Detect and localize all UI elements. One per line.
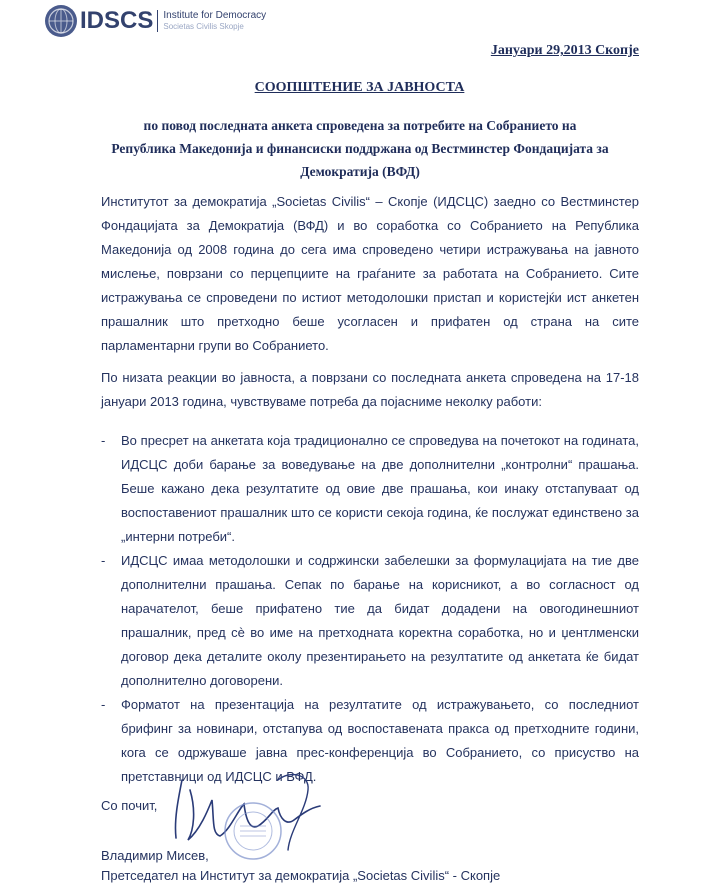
bullet-text: ИДСЦС имаа методолошки и содржински забелешки за формулацијата на тие две дополнителни прашања. Сепак по барање на корисникот, а во согласност од нарачателот, беше прифатено тие да бидат додадени на овогодинешниот прашалник, пред сè во име на претходната коректна соработка, но и џентлменски договор дека деталите околу презентирањето на резултатите од анкетата ќе бидат дополнително договорени. — [121, 553, 639, 688]
signatory-title: Претседател на Институт за демократија „Societas Civilis“ - Скопје — [101, 868, 501, 883]
logo-tagline-line-1: Institute for Democracy — [163, 10, 267, 21]
paragraph-reactions: По низата реакции во јавноста, а поврзани со последната анкета спроведена на 17-18 јануари 2013 година, чувствуваме потреба да појасниме неколку работи: — [101, 370, 639, 409]
bullet-text: Форматот на презентација на резултатите од истражувањето, со последниот брифинг за новинари, отстапува од воспоставената пракса од претходните години, кога се одржуваше јавна прес-конференција во Собранието, со присуство на претставници од ИДСЦС и ВФД. — [121, 697, 639, 784]
bullet-marker: - — [101, 553, 106, 568]
document-title: СООПШТЕНИЕ ЗА ЈАВНОСТА — [254, 80, 465, 95]
signatory-name: Владимир Мисев, — [101, 848, 209, 863]
document-subtitle: по повод последната анкета спроведена за потребите на Собранието на Република Македонија и финансиски поддржана од Вестминстер Фондацијата за Демократија (ВФД) — [111, 118, 609, 179]
official-stamp — [222, 800, 284, 862]
bullet-marker: - — [101, 433, 106, 448]
list-item — [101, 549, 639, 693]
bullet-list — [101, 429, 639, 789]
bullet-text: Во пресрет на анкетата која традиционално се спроведува на почетокот на годината, ИДСЦС доби барање за воведување на две дополнителни „контролни“ прашања. Беше кажано дека резултатите од овие две прашања, кои инаку отстапуваат од воспоставениот прашалник што се користи секоја година, ќе послужат единствено за „интерни потреби“. — [121, 433, 639, 544]
logo-tagline-line-2: Societas Civilis Skopje — [163, 22, 244, 31]
document-date: Јануари 29,2013 Скопје — [490, 43, 639, 58]
globe-icon — [44, 4, 78, 38]
logo-wordmark: IDSCS — [80, 7, 154, 34]
idscs-logo — [44, 4, 266, 38]
logo-divider — [157, 10, 158, 32]
list-item — [101, 429, 639, 549]
bullet-marker: - — [101, 697, 106, 712]
closing-salutation: Со почит, — [101, 798, 158, 813]
paragraph-intro: Институтот за демократија „Societas Civilis“ – Скопје (ИДСЦС) заедно со Вестминстер Фондацијата за Демократија (ВФД) и во соработка со Собранието на Република Македонија од 2008 година до сега има спроведено четири истражувања на јавното мислење, поврзани со перцепциите на граѓаните за работата на Собранието. Сите истражувања се спроведени по истиот методолошки пристап и користејќи ист анкетен прашалник што претходно беше усогласен и прифатен од страна на сите парламентарни групи во Собранието. — [101, 194, 639, 353]
logo-tagline — [163, 11, 266, 31]
